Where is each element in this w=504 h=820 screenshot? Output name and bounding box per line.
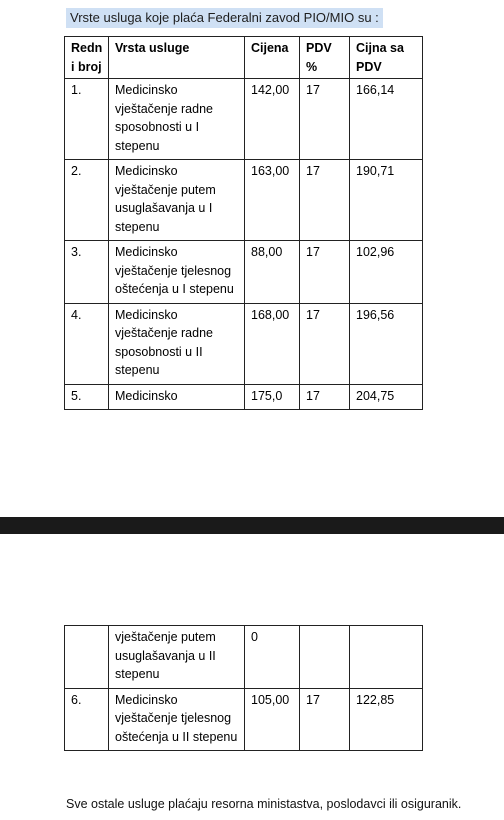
row-price: 175,0	[245, 384, 300, 410]
row-price: 88,00	[245, 241, 300, 304]
row-vat: 17	[300, 79, 350, 160]
row-price-with-vat: 204,75	[350, 384, 423, 410]
row-vat	[300, 626, 350, 689]
row-vat: 17	[300, 688, 350, 751]
price-table-header-row	[65, 37, 423, 79]
row-number: 1.	[65, 79, 109, 160]
row-price: 0	[245, 626, 300, 689]
row-service: Medicinsko vještačenje tjelesnog oštećenja u I stepenu	[109, 241, 245, 304]
row-price-with-vat: 166,14	[350, 79, 423, 160]
table-row	[65, 79, 423, 160]
header-price: Cijena	[245, 37, 300, 79]
row-vat: 17	[300, 241, 350, 304]
page-break-separator	[0, 517, 504, 534]
price-table	[64, 36, 423, 410]
header-vat: PDV %	[300, 37, 350, 79]
table-row	[65, 626, 423, 689]
header-price-with-vat: Cijna sa PDV	[350, 37, 423, 79]
row-number: 2.	[65, 160, 109, 241]
row-number: 3.	[65, 241, 109, 304]
table-row	[65, 688, 423, 751]
row-service: vještačenje putem usuglašavanja u II stepenu	[109, 626, 245, 689]
price-table-continued	[64, 625, 423, 751]
footer-note: Sve ostale usluge plaćaju resorna ministastva, poslodavci ili osiguranik.	[66, 797, 462, 811]
row-number	[65, 626, 109, 689]
row-number: 5.	[65, 384, 109, 410]
row-vat: 17	[300, 303, 350, 384]
row-price: 105,00	[245, 688, 300, 751]
row-number: 6.	[65, 688, 109, 751]
row-price-with-vat: 196,56	[350, 303, 423, 384]
row-price-with-vat: 190,71	[350, 160, 423, 241]
row-service: Medicinsko vještačenje putem usuglašavanja u I stepenu	[109, 160, 245, 241]
row-number: 4.	[65, 303, 109, 384]
table-row	[65, 303, 423, 384]
row-price-with-vat: 122,85	[350, 688, 423, 751]
table-row	[65, 241, 423, 304]
document-heading: Vrste usluga koje plaća Federalni zavod PIO/MIO su :	[66, 8, 383, 28]
row-service: Medicinsko vještačenje radne sposobnosti u I stepenu	[109, 79, 245, 160]
header-number: Redn i broj	[65, 37, 109, 79]
row-price-with-vat: 102,96	[350, 241, 423, 304]
row-price: 163,00	[245, 160, 300, 241]
row-price: 142,00	[245, 79, 300, 160]
row-service: Medicinsko vještačenje radne sposobnosti u II stepenu	[109, 303, 245, 384]
table-row	[65, 384, 423, 410]
header-service-type: Vrsta usluge	[109, 37, 245, 79]
row-vat: 17	[300, 160, 350, 241]
table-row	[65, 160, 423, 241]
row-vat: 17	[300, 384, 350, 410]
row-price-with-vat	[350, 626, 423, 689]
row-service: Medicinsko vještačenje tjelesnog oštećenja u II stepenu	[109, 688, 245, 751]
row-service: Medicinsko	[109, 384, 245, 410]
row-price: 168,00	[245, 303, 300, 384]
